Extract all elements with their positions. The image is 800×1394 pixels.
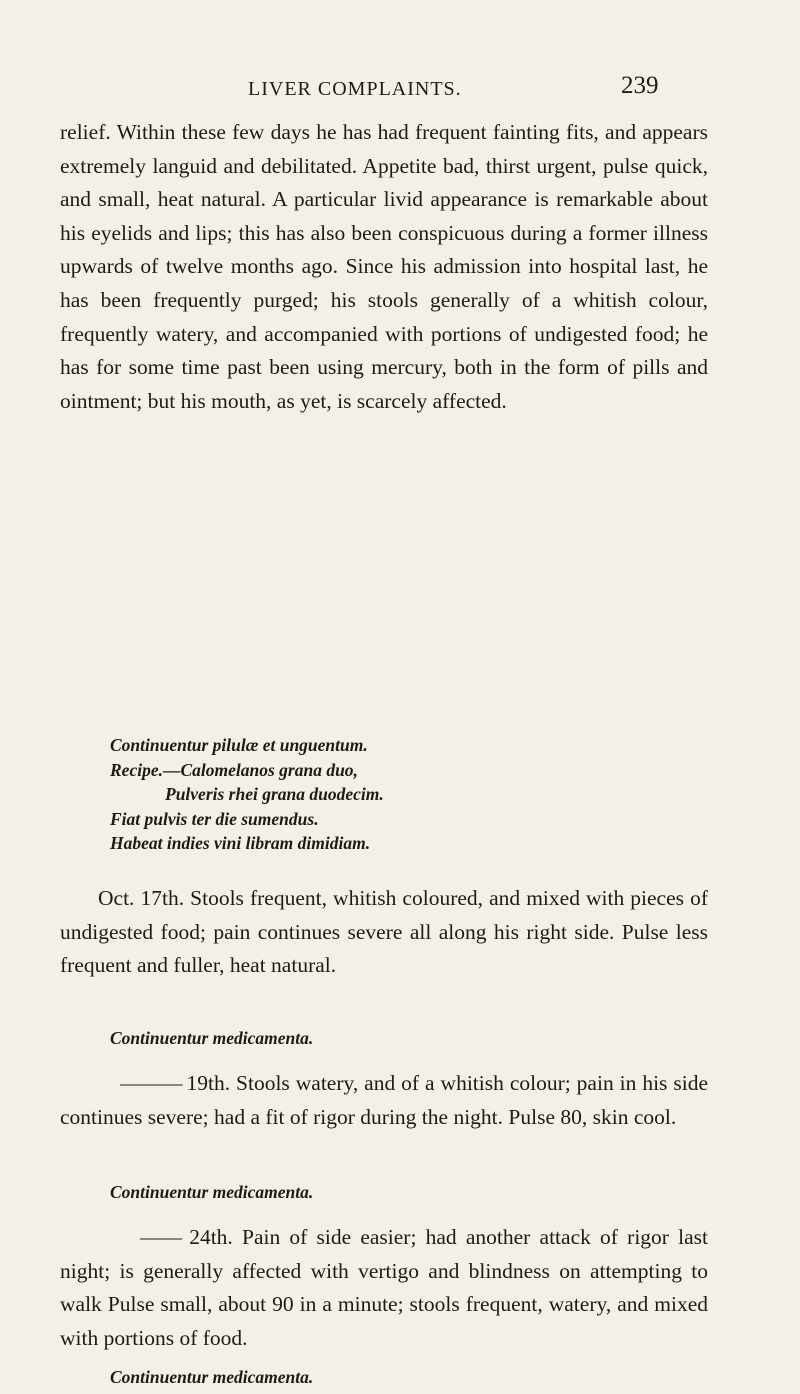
prescription-line: Pulveris rhei grana duodecim. — [165, 784, 384, 805]
prescription-line: Continuentur medicamenta. — [110, 1182, 314, 1202]
prescription-line: Continuentur medicamenta. — [110, 1028, 314, 1048]
entry-dash: ——— — [120, 1071, 187, 1095]
entry-dash: —— — [140, 1225, 190, 1249]
prescription-2 — [110, 1026, 313, 1051]
paragraph-19th — [60, 1067, 708, 1134]
paragraph-24th — [60, 1221, 708, 1355]
prescription-3 — [110, 1180, 313, 1205]
paragraph-text: Oct. 17th. Stools frequent, whitish coloured, and mixed with pieces of undigested food; pain continues severe all along his right side. Pulse less frequent and fuller, heat natural. — [60, 886, 708, 978]
page-number: 239 — [621, 72, 659, 99]
running-head-title: LIVER COMPLAINTS. — [248, 78, 462, 100]
paragraph-text — [60, 1221, 708, 1355]
prescription-4 — [110, 1365, 313, 1390]
paragraph-text — [60, 1067, 708, 1134]
entry-text: 19th. Stools watery, and of a whitish colour; pain in his side continues severe; had a fit of rigor during the night. Pulse 80, skin cool. — [60, 1071, 709, 1129]
paragraph-oct-17 — [60, 882, 708, 983]
prescription-line: Habeat indies vini libram dimidiam. — [110, 833, 371, 854]
prescription-line: Fiat pulvis ter die sumendus. — [110, 808, 319, 829]
prescription-line: Continuentur medicamenta. — [110, 1367, 314, 1387]
prescription-1 — [110, 733, 384, 856]
prescription-line: Continuentur pilulæ et unguentum. — [110, 735, 368, 755]
entry-text: 24th. Pain of side easier; had another attack of rigor last night; is generally affected with vertigo and blindness on attempting to walk Pulse small, about 90 in a minute; stools frequent, watery, and mixed with portions of food. — [60, 1225, 708, 1350]
paragraph-text: relief. Within these few days he has had frequent fainting fits, and appears extremely languid and debilitated. Appetite bad, thirst urgent, pulse quick, and small, heat natural. A particular livid appearance is remarkable about his eyelids and lips; this has also been conspicuous during a former illness upwards of twelve months ago. Since his admission into hospital last, he has been frequently purged; his stools generally of a whitish colour, frequently watery, and accompanied with portions of undigested food; he has for some time past been using mercury, both in the form of pills and ointment; but his mouth, as yet, is scarcely affected. — [60, 120, 708, 413]
prescription-line: Recipe.—Calomelanos grana duo, — [110, 759, 358, 780]
paragraph-relief — [60, 116, 708, 418]
running-head — [0, 72, 800, 112]
